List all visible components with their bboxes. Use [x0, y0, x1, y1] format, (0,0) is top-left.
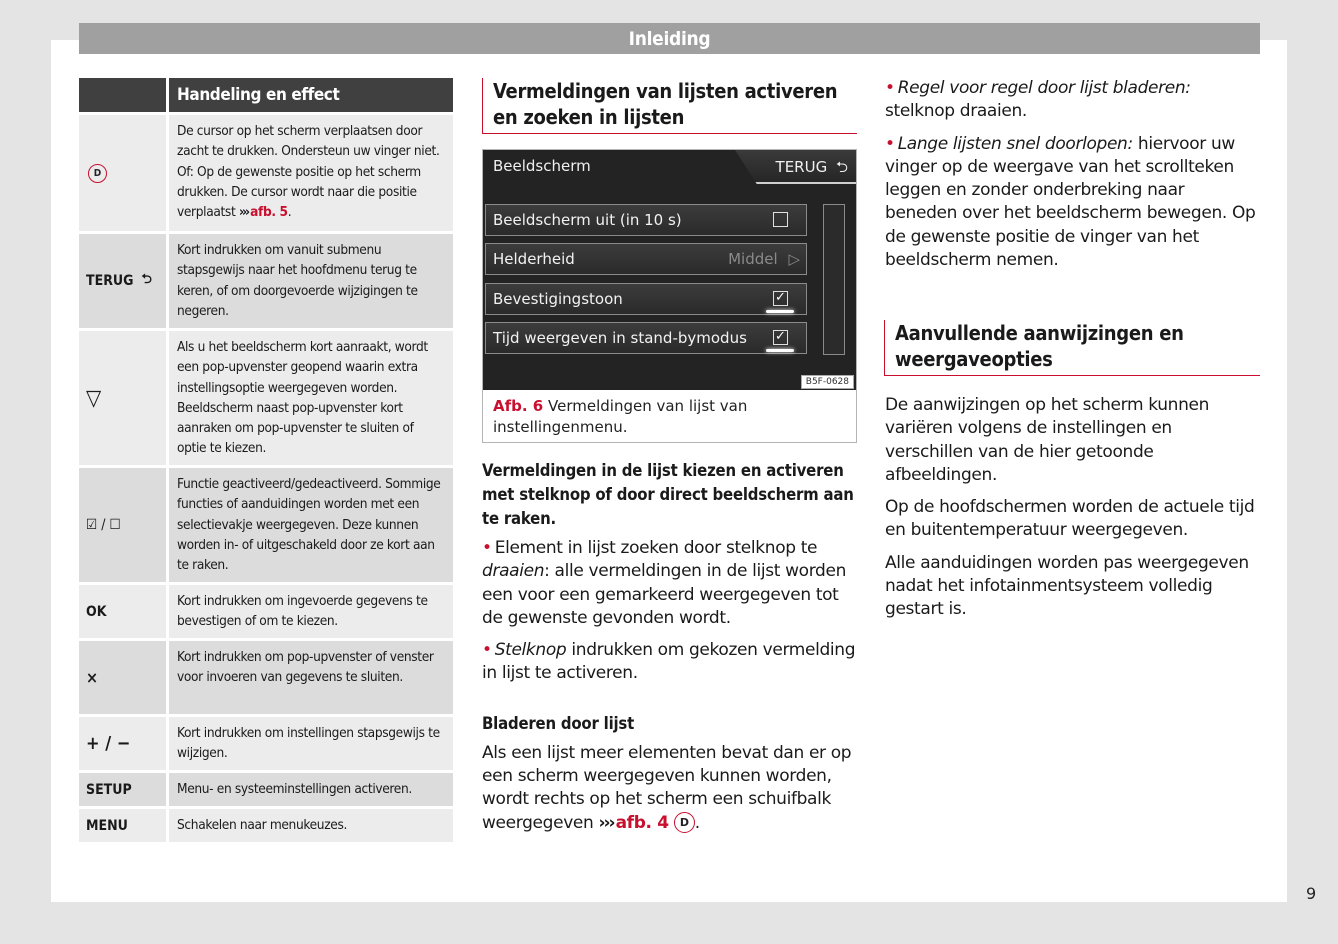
bullet-text: indrukken om gekozen vermelding in lijst te activeren. [482, 640, 856, 684]
table-key: MENU [79, 809, 166, 842]
table-header-effect: Handeling en effect [169, 78, 453, 112]
bullet-text: : alle vermeldingen in de lijst worden een voor een gemarkeerd weergegeven tot de gewenste gevonden wordt. [482, 561, 847, 628]
table-desc: Kort indrukken om instellingen stapsgewijs te wijzigen. [169, 717, 453, 770]
list-item-label: Tijd weergeven in stand-bymodus [493, 329, 747, 347]
desc-text: De cursor op het scherm verplaatsen door zacht te drukken. Ondersteun uw vinger niet. Of: Op de gewenste positie op het scherm drukken. De cursor wordt naar die positie verplaatst [177, 123, 440, 221]
bullet-text: Element in lijst zoeken door stelknop te [494, 538, 818, 558]
right-bullets [885, 77, 1261, 281]
chapter-header [79, 23, 1260, 54]
figure-6 [482, 149, 857, 443]
table-header-row [79, 78, 453, 112]
checkbox-checked-icon[interactable]: ✓ [773, 330, 788, 345]
bullet-item [885, 133, 1261, 273]
bullet-italic: draaien [482, 561, 545, 582]
list-item-confirmation-tone[interactable] [485, 283, 807, 315]
bullet-icon: • [482, 538, 492, 558]
list-item-brightness[interactable] [485, 243, 807, 275]
table-desc: Kort indrukken om ingevoerde gegevens te bevestigen of om te kiezen. [169, 585, 453, 638]
bullet-icon: • [482, 640, 492, 661]
back-label-text: TERUG [775, 158, 828, 176]
checkbox-unchecked-icon[interactable] [773, 212, 788, 227]
bullet-icon: • [885, 133, 895, 154]
table-key: SETUP [79, 773, 166, 806]
infotainment-screen [483, 150, 856, 390]
table-row [79, 641, 453, 714]
triangle-down-icon: ▽ [79, 331, 166, 465]
right-body [885, 394, 1261, 631]
list-item-label: Beeldscherm uit (in 10 s) [493, 211, 682, 229]
plus-minus-icons: + / − [79, 717, 166, 770]
list-item-label: Helderheid [493, 250, 575, 268]
bullet-italic: Regel voor regel door lijst bladeren: [897, 78, 1191, 98]
bullet-text: hiervoor uw vinger op de weergave van het scrollteken leggen en zonder onderbreking naar beneden over het beeldscherm bewegen. Op de gewenste positie de vinger van het beeldscherm nemen. [885, 133, 1256, 271]
table-desc: Functie geactiveerd/gedeactiveerd. Sommige functies of aanduidingen worden met een selectievakje weergegeven. Deze kunnen worden in- of uitgeschakeld door ze kort aan te raken. [169, 468, 453, 582]
paragraph: De aanwijzingen op het scherm kunnen variëren volgens de instellingen en verschillen van de hier getoonde afbeeldingen. [885, 395, 1210, 485]
reference-arrows-icon: ››› [598, 812, 614, 833]
scrollbar[interactable] [823, 204, 845, 355]
table-desc: Schakelen naar menukeuzes. [169, 809, 453, 842]
chapter-title: Inleiding [628, 27, 711, 50]
table-key [79, 234, 166, 328]
highlight-bar [766, 349, 794, 352]
checkbox-checked-icon[interactable]: ✓ [773, 291, 788, 306]
reference-arrows-icon: ››› [238, 204, 249, 221]
table-desc: Kort indrukken om vanuit submenu stapsgewijs naar het hoofdmenu terug te keren, of om doorgevoerde wijzigingen te negeren. [169, 234, 453, 328]
table-desc [169, 115, 453, 231]
list-item-value [728, 250, 800, 268]
controls-table [79, 78, 453, 845]
browse-text: Als een lijst meer elementen bevat dan er op een scherm weergegeven kunnen worden, wordt rechts op het scherm een schuifbalk weergegeven [482, 742, 852, 833]
back-button-label[interactable] [776, 157, 848, 182]
desc-end: . [287, 204, 292, 221]
paragraph: Op de hoofdschermen worden de actuele tijd en buitentemperatuur weergegeven. [885, 497, 1255, 541]
list-item-standby-time[interactable] [485, 322, 807, 354]
figure-reference-link[interactable]: afb. 5 [250, 204, 288, 221]
table-row [79, 773, 453, 806]
browse-heading: Bladeren door lijst [482, 713, 635, 733]
table-row [79, 809, 453, 842]
bullet-icon: • [885, 78, 895, 98]
brightness-value: Middel [728, 250, 778, 268]
list-item-label: Bevestigingstoon [493, 290, 623, 308]
circled-d-icon: D [674, 812, 695, 833]
highlight-bar [766, 310, 794, 313]
circled-d-icon: D [88, 164, 107, 183]
table-row [79, 115, 453, 231]
bullet-item [482, 537, 858, 630]
paragraph: Alle aanduidingen worden pas weergegeven nadat het infotainmentsysteem volledig gestart is. [885, 552, 1249, 620]
close-icon: × [79, 641, 166, 714]
table-key: OK [79, 585, 166, 638]
section-title: Vermeldingen van lijsten activeren en zoeken in lijsten [482, 78, 857, 134]
browse-paragraph [482, 742, 858, 835]
back-arrow-icon: ⮌ [141, 272, 152, 288]
table-desc: Menu- en systeeminstellingen activeren. [169, 773, 453, 806]
bullet-item [885, 77, 1261, 124]
checkbox-icons: ☑ / ☐ [79, 468, 166, 582]
screen-title: Beeldscherm [493, 157, 591, 175]
triangle-right-icon: ▷ [788, 250, 800, 268]
caption-text: Vermeldingen van lijst van instellingenmenu. [493, 397, 748, 436]
bullet-item [482, 639, 858, 686]
middle-body [482, 459, 858, 844]
table-row [79, 717, 453, 770]
key-label: TERUG [86, 273, 134, 290]
table-row [79, 234, 453, 328]
browse-end: . [694, 812, 700, 833]
bullet-italic: Stelknop [494, 640, 567, 661]
table-desc: Kort indrukken om pop-upvenster of venster voor invoeren van gegevens te sluiten. [169, 641, 453, 714]
list-item-screen-off[interactable] [485, 204, 807, 236]
table-desc: Als u het beeldscherm kort aanraakt, wordt een pop-upvenster geopend waarin extra instellingsoptie weergegeven worden. Beeldscherm naast pop-upvenster kort aanraken om pop-upvenster te sluiten of optie te kiezen. [169, 331, 453, 465]
page-number: 9 [1306, 884, 1317, 903]
image-code: B5F-0628 [801, 375, 854, 389]
table-row [79, 468, 453, 582]
figure-reference-link[interactable]: afb. 4 [615, 812, 669, 833]
table-key [79, 115, 166, 231]
back-arrow-icon: ⮌ [835, 158, 848, 176]
subheading: Vermeldingen in de lijst kiezen en activeren met stelknop of door direct beeldscherm aan te raken. [482, 461, 854, 528]
caption-label: Afb. 6 [493, 397, 544, 415]
table-row [79, 585, 453, 638]
section-title: Aanvullende aanwijzingen en weergaveopties [884, 320, 1260, 376]
figure-caption [493, 396, 848, 438]
bullet-text: stelknop draaien. [885, 101, 1027, 122]
table-row [79, 331, 453, 465]
bullet-italic: Lange lijsten snel doorlopen: [897, 133, 1133, 154]
table-header-key [79, 78, 166, 112]
